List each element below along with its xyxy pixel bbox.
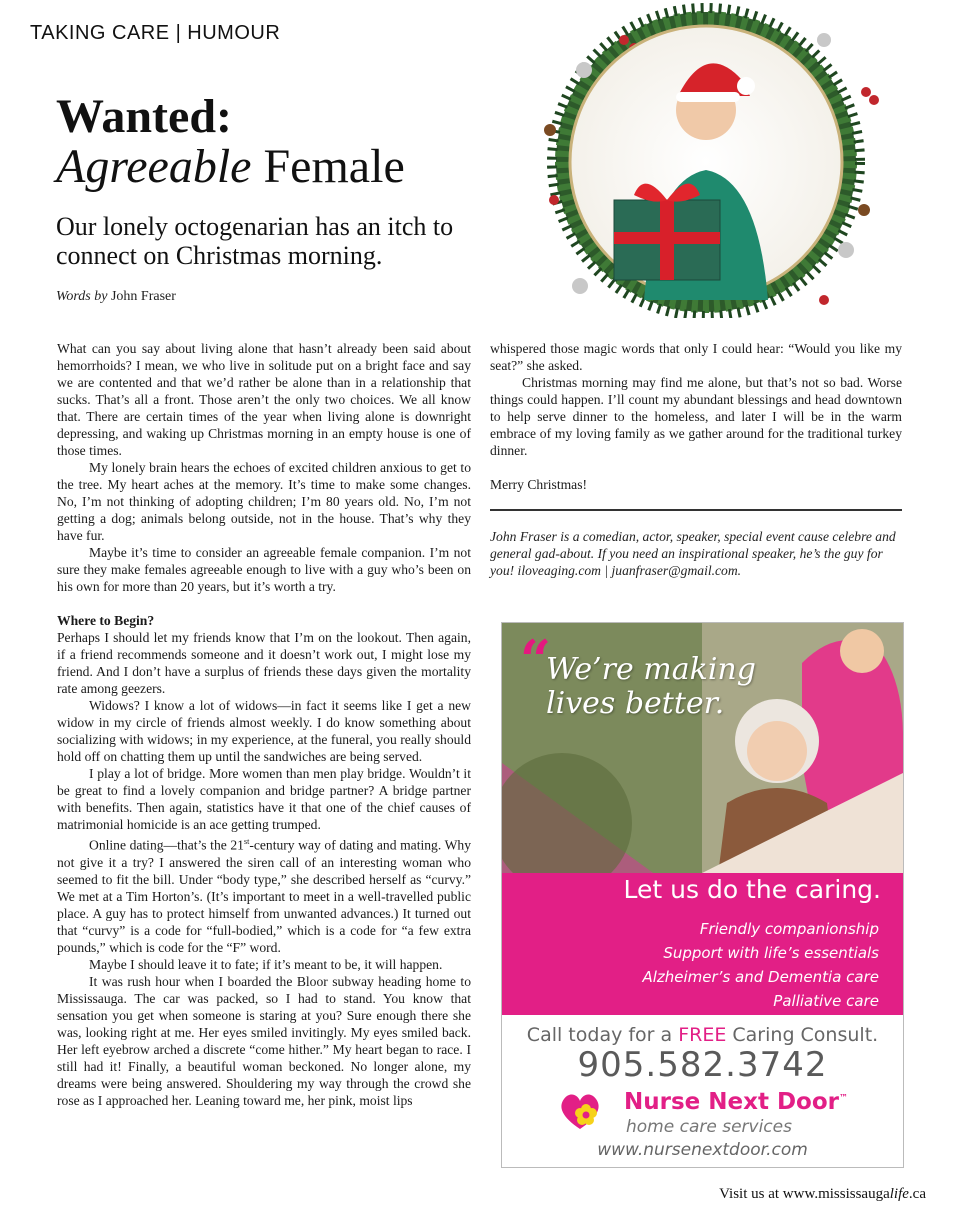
- ad-service-item: Palliative care: [773, 992, 879, 1010]
- paragraph: Widows? I know a lot of widows—in fact it seems like I get a new widow in my circle of friends almost weekly. I do know something about socializing with widows; in my experience, at the funeral, you really should hold off on chatting them up until the sandwiches are being served.: [57, 698, 471, 764]
- article-column-1: [57, 340, 471, 1109]
- ad-quote-mark: “: [520, 628, 552, 692]
- paragraph: whispered those magic words that only I could hear: “Would you like my seat?” she asked.: [490, 341, 902, 373]
- divider-rule: [490, 509, 902, 511]
- headline-line1: Wanted:: [56, 90, 233, 143]
- paragraph: Perhaps I should let my friends know that I’m on the lookout. Then again, if a friend recommends someone and it doesn’t work out, I might lose my friend. And I don’t have a surplus of friends these days given the mortality rate among geezers.: [57, 630, 471, 696]
- paragraph: It was rush hour when I boarded the Bloor subway heading home to Mississauga. The car was packed, so I had to stand. You know that sensation you get when someone is staring at you? Sure enough there she was, looking right at me. Her eyes smiled invitingly. My eyes smiled back. Her left eyebrow arched a discrete “come hither.” My heart began to race. I still had it! Finally, a beautiful woman beckoned. No longer alone, my dreams were being answered. Shouldering my way through the crowd she rose as I approached her. Leaning toward me, her pink, moist lips: [57, 973, 471, 1108]
- headline-line2-rest: Female: [251, 140, 405, 193]
- paragraph: Maybe I should leave it to fate; if it’s meant to be, it will happen.: [89, 956, 443, 972]
- subhead-where-to-begin: Where to Begin?: [57, 613, 155, 628]
- ad-headline: We’re making lives better.: [546, 652, 756, 721]
- heart-flower-icon: [558, 1089, 602, 1133]
- paragraph: Maybe it’s time to consider an agreeable female companion. I’m not sure they make females agreeable enough to live with a guy who’s been on his own for more than 20 years, but it’s worth a try.: [57, 545, 471, 594]
- headline-italic-word: Agreeable: [56, 140, 252, 193]
- paragraph: Online dating—that’s the 21st-century way of dating and mating. Why not give it a try? I answered the siren call of an interesting woman who seemed to fit the bill. Under “body type,” she described herself as “curvy.” We met at a Tim Horton’s. (It’s important to meet in a well-travelled public place. A guy has to protect himself from unwanted advances.) It turned out that “curvy” is a code for “full-bodied,” which is a code for “a few extra pounds,” which is code for the “F” word.: [57, 837, 471, 955]
- ad-phone-number[interactable]: 905.582.3742: [577, 1045, 828, 1085]
- ad-website-link[interactable]: www.nursenextdoor.com: [597, 1140, 808, 1160]
- ad-call-to-action: Call today for a FREE Caring Consult.: [526, 1024, 879, 1046]
- byline: [56, 289, 176, 305]
- ad-service-item: Friendly companionship: [699, 920, 879, 938]
- byline-author: John Fraser: [110, 289, 176, 304]
- paragraph: What can you say about living alone that hasn’t already been said about hemorrhoids? I mean, we who live in solitude put on a bright face and say we are contented and that we’d rather be alone than in a relationship that sucks. That’s all a front. Those aren’t the only two choices. We all know that. There are certain times of the year when living alone is downright depressing, and waking up Christmas morning in an empty house is one of those times.: [57, 341, 471, 458]
- deck: Our lonely octogenarian has an itch to connect on Christmas morning.: [56, 212, 454, 270]
- paragraph: I play a lot of bridge. More women than men play bridge. Wouldn’t it be great to find a lovely companion and bridge partner? A bridge partner with benefits. Then again, statistics have it that one of the chief causes of matrimonial homicide is an ace getting trumped.: [57, 766, 471, 832]
- author-bio: John Fraser is a comedian, actor, speaker, special event cause celebre and general gad-about. If you need an inspirational speaker, he’s the guy for you! iloveaging.com | juanfraser@gmail.com.: [490, 529, 896, 578]
- nurse-next-door-ad[interactable]: [501, 622, 904, 1168]
- ad-free-word: FREE: [678, 1024, 727, 1046]
- footer-website[interactable]: Visit us at www.mississaugalife.ca: [719, 1186, 926, 1202]
- ad-tagline: Let us do the caring.: [623, 875, 881, 904]
- headline-line2: [56, 142, 496, 192]
- ad-service-item: Alzheimer’s and Dementia care: [642, 968, 879, 986]
- headline: [56, 92, 496, 192]
- section-label: [30, 22, 280, 45]
- sign-off: Merry Christmas!: [490, 477, 588, 492]
- byline-prefix: Words by: [56, 289, 108, 304]
- section-label-right: HUMOUR: [187, 22, 281, 44]
- section-separator: |: [175, 22, 182, 44]
- article-column-2: [490, 340, 902, 493]
- ad-brand-subtitle: home care services: [626, 1117, 792, 1137]
- wreath-photo: [494, 0, 918, 318]
- section-label-left: TAKING CARE: [30, 22, 170, 44]
- paragraph: Christmas morning may find me alone, but that’s not so bad. Worse things could happen. I’ll count my abundant blessings and head downtown to help serve dinner to the homeless, and later I will be in the warm embrace of my loving family as we gather around for the traditional turkey dinner.: [490, 375, 902, 458]
- ad-brand-name: Nurse Next Door™: [624, 1089, 848, 1115]
- paragraph: My lonely brain hears the echoes of excited children anxious to get to the tree. My heart aches at the memory. It’s time to make some changes. No, I’m not thinking of adopting children; I’m 80 years old. No, I’m not getting a dog; animals belong outside, not in the house. That’s why they have fur.: [57, 460, 471, 543]
- ad-service-item: Support with life’s essentials: [663, 944, 879, 962]
- ad-services-list: [642, 917, 879, 1013]
